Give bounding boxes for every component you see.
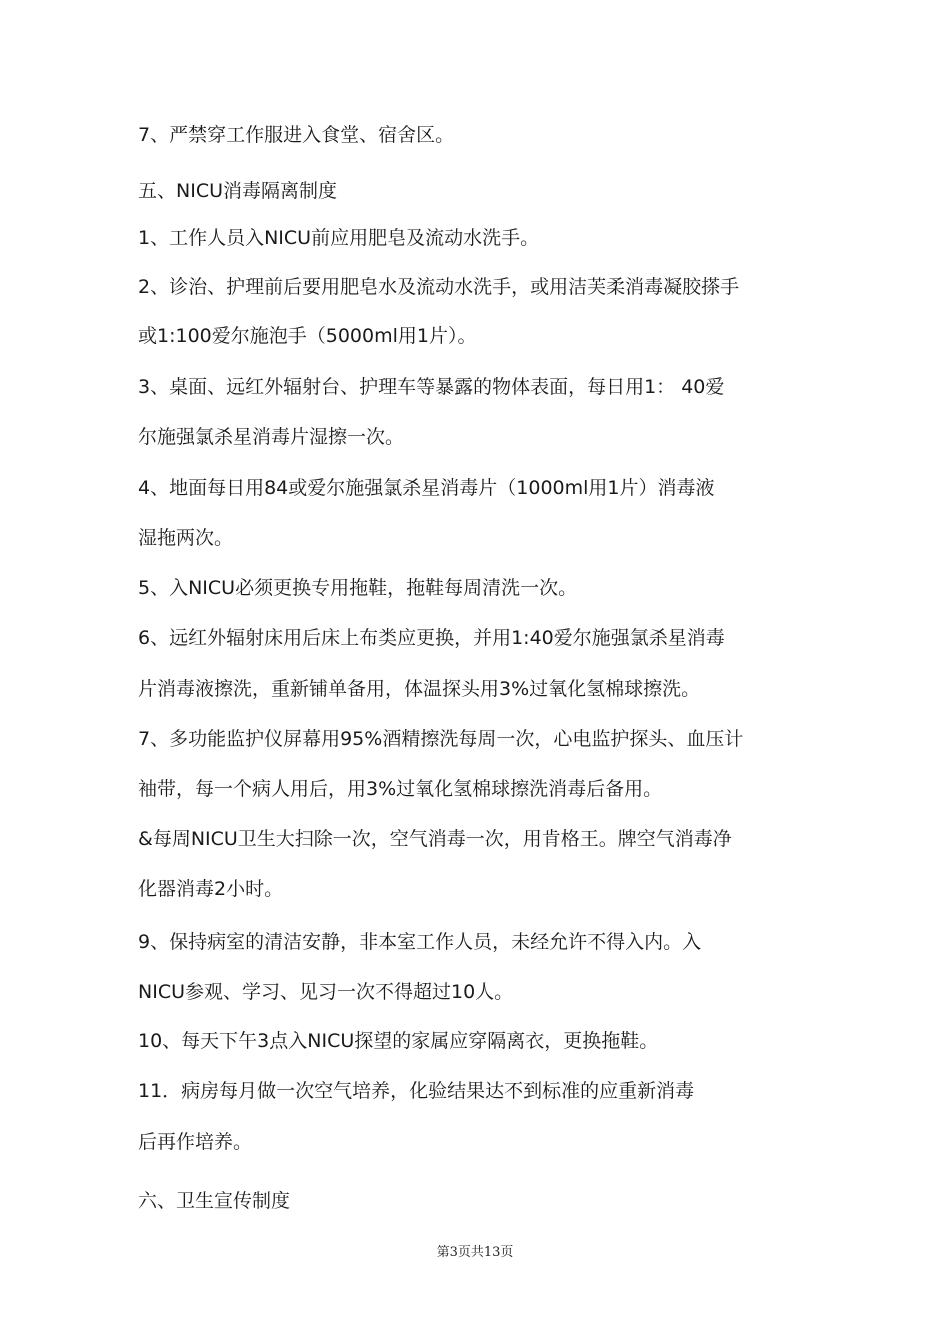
rule-11-line-1: 11．病房每月做一次空气培养，化验结果达不到标准的应重新消毒 xyxy=(138,1080,695,1102)
rule-7-line-1: 7、多功能监护仪屏幕用95%酒精擦洗每周一次，心电监护探头、血压计 xyxy=(138,728,744,750)
rule-7-workwear: 7、严禁穿工作服进入食堂、宿舍区。 xyxy=(138,124,455,146)
rule-8-line-1: &每周NICU卫生大扫除一次，空气消毒一次，用肯格王。牌空气消毒净 xyxy=(138,828,732,850)
rule-3-line-1: 3、桌面、远红外辐射台、护理车等暴露的物体表面，每日用1： 40爱 xyxy=(138,376,725,398)
rule-7-line-2: 袖带，每一个病人用后，用3%过氧化氢棉球擦洗消毒后备用。 xyxy=(138,778,663,800)
rule-3-line-2: 尔施强氯杀星消毒片湿擦一次。 xyxy=(138,426,405,448)
rule-2-line-2: 或1:100爱尔施泡手（5000ml用1片）。 xyxy=(138,325,477,347)
rule-6-line-2: 片消毒液擦洗，重新铺单备用，体温探头用3%过氧化氢棉球擦洗。 xyxy=(138,678,701,700)
rule-8-line-2: 化器消毒2小时。 xyxy=(138,878,284,900)
section-heading-hygiene: 六、卫生宣传制度 xyxy=(138,1190,291,1212)
rule-4-line-2: 湿拖两次。 xyxy=(138,527,234,549)
rule-1-handwash: 1、工作人员入NICU前应用肥皂及流动水洗手。 xyxy=(138,227,540,249)
rule-9-line-2: NICU参观、学习、见习一次不得超过10人。 xyxy=(138,981,514,1003)
rule-6-line-1: 6、远红外辐射床用后床上布类应更换，并用1:40爱尔施强氯杀星消毒 xyxy=(138,627,725,649)
rule-11-line-2: 后再作培养。 xyxy=(138,1131,253,1153)
rule-10-visitors: 10、每天下午3点入NICU探望的家属应穿隔离衣，更换拖鞋。 xyxy=(138,1030,659,1052)
section-heading-nicu: 五、NICU消毒隔离制度 xyxy=(138,180,337,202)
rule-2-line-1: 2、诊治、护理前后要用肥皂水及流动水洗手，或用洁芙柔消毒凝胶搽手 xyxy=(138,276,740,298)
rule-5-slippers: 5、入NICU必须更换专用拖鞋，拖鞋每周清洗一次。 xyxy=(138,577,578,599)
rule-4-line-1: 4、地面每日用84或爱尔施强氯杀星消毒片（1000ml用1片）消毒液 xyxy=(138,477,715,499)
rule-9-line-1: 9、保持病室的清洁安静，非本室工作人员，未经允许不得入内。入 xyxy=(138,931,702,953)
page-number-footer: 第3页共13页 xyxy=(436,1245,514,1260)
